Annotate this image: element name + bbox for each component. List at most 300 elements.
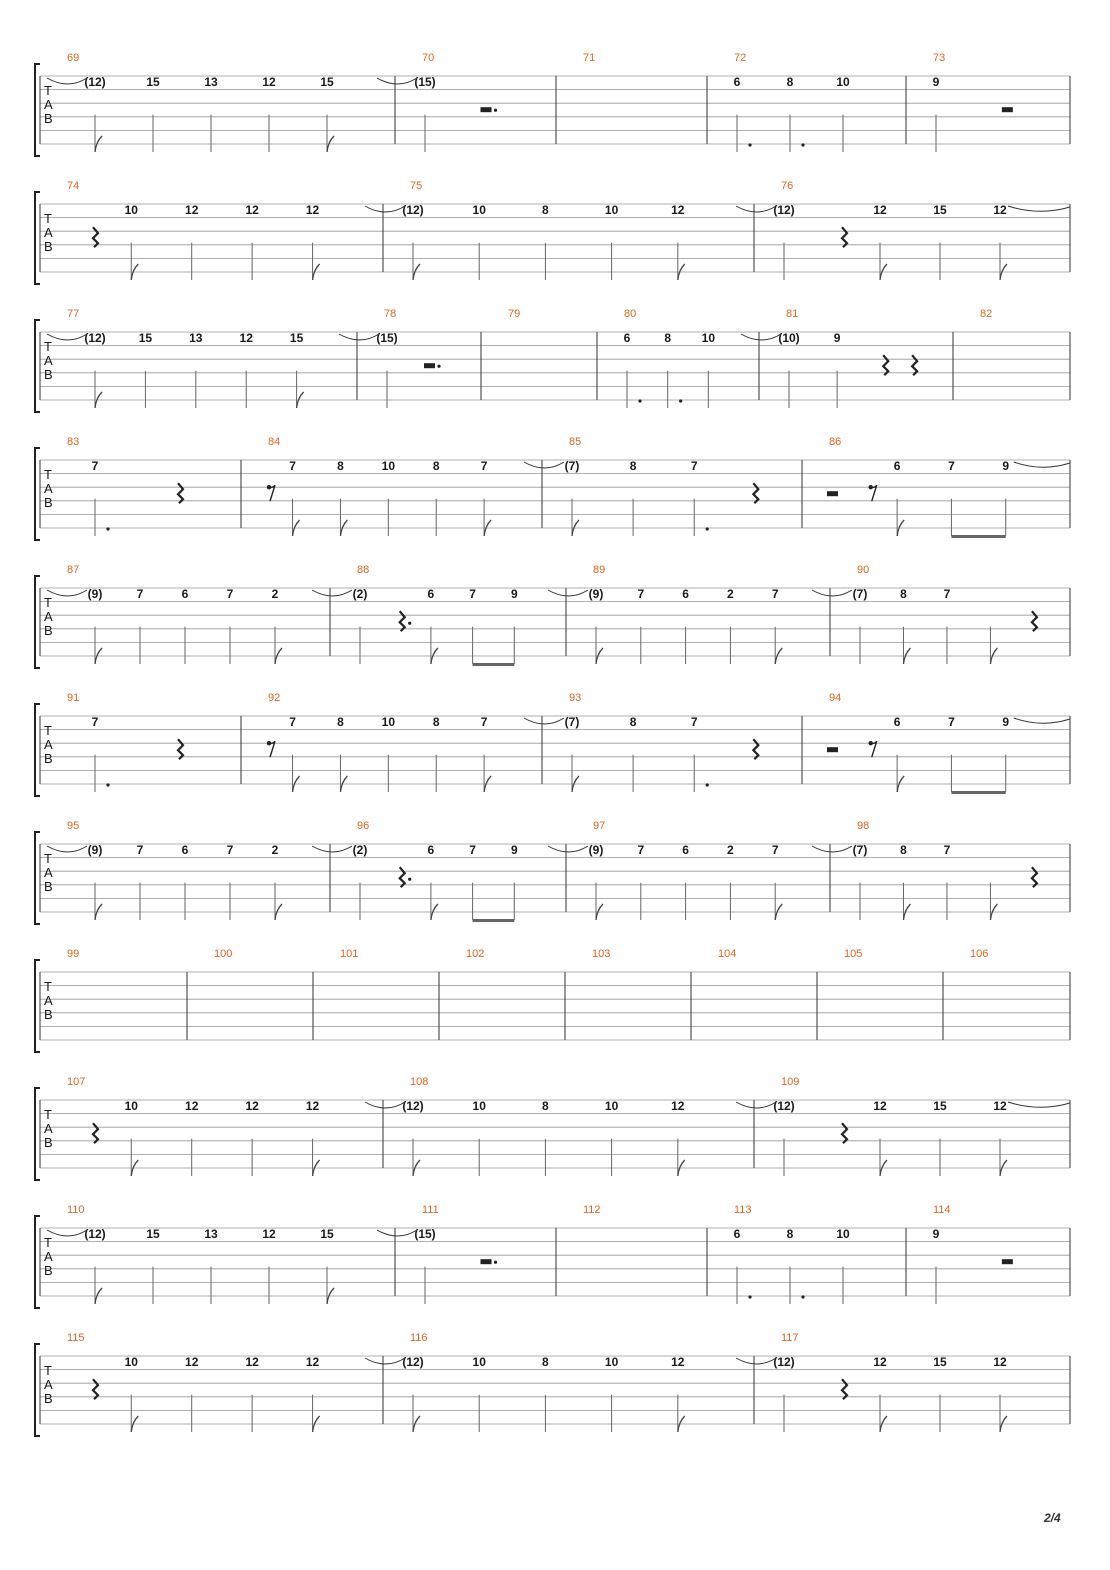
fret-number: (9) <box>588 586 604 601</box>
note <box>787 1227 805 1304</box>
tab-clef-letter: A <box>44 737 53 752</box>
measure-number: 103 <box>592 948 611 960</box>
note <box>182 587 189 664</box>
fret-number: 12 <box>185 1354 199 1369</box>
measure-number: 113 <box>734 1204 752 1216</box>
measure <box>933 1204 1070 1304</box>
note <box>702 331 716 408</box>
measure <box>524 692 802 792</box>
tab-clef-letter: B <box>44 1007 53 1022</box>
duration-dot <box>106 527 109 530</box>
measure-number: 109 <box>781 1076 800 1088</box>
fret-number: 10 <box>604 202 619 217</box>
fret-number: (12) <box>84 74 106 89</box>
measure-number: 78 <box>384 308 397 320</box>
note <box>469 843 476 920</box>
note <box>289 459 299 536</box>
fret-number: 7 <box>136 842 144 857</box>
note <box>245 203 259 280</box>
rest-quarter <box>753 483 758 503</box>
measure <box>548 564 830 664</box>
note <box>944 587 951 664</box>
note <box>812 587 867 664</box>
fret-number: 7 <box>948 714 955 729</box>
fret-number: (15) <box>376 330 398 345</box>
note <box>691 715 709 792</box>
measure-number: 74 <box>67 180 80 192</box>
note <box>473 203 487 280</box>
rest-half <box>827 747 838 752</box>
note <box>306 1099 320 1176</box>
measure-number: 69 <box>67 52 80 64</box>
measure <box>365 1076 754 1176</box>
measure-number: 86 <box>829 436 842 448</box>
note <box>671 203 685 280</box>
fret-number: 10 <box>472 1098 486 1113</box>
fret-number: 8 <box>432 714 440 729</box>
beam <box>473 919 515 922</box>
measure-number: 101 <box>340 948 359 960</box>
measure <box>741 308 953 408</box>
fret-number: (12) <box>773 202 795 217</box>
note <box>433 715 440 792</box>
fret-number: 6 <box>427 586 435 601</box>
note <box>339 331 398 408</box>
measure-number: 81 <box>786 308 799 320</box>
measure <box>339 308 481 408</box>
measure-number: 76 <box>781 180 794 192</box>
fret-number: (15) <box>414 74 436 89</box>
fret-number: (12) <box>84 1226 106 1241</box>
measure <box>40 180 383 280</box>
note <box>428 843 438 920</box>
measure-number: 117 <box>781 1332 799 1344</box>
fret-number: 9 <box>1002 458 1010 473</box>
fret-number: 7 <box>289 458 296 473</box>
measure-number: 77 <box>67 308 80 320</box>
fret-number: 15 <box>933 1354 947 1369</box>
note <box>245 1355 259 1432</box>
note <box>542 203 549 280</box>
note <box>873 1099 887 1176</box>
measure <box>40 1076 383 1176</box>
note <box>900 587 910 664</box>
note <box>542 1355 549 1432</box>
note <box>272 587 282 664</box>
fret-number: 6 <box>623 330 631 345</box>
rest-quarter <box>753 739 758 759</box>
note <box>290 331 304 408</box>
fret-number: 9 <box>932 74 940 89</box>
fret-number: 7 <box>91 714 99 729</box>
duration-dot <box>706 783 709 786</box>
system-bracket <box>35 192 40 284</box>
note <box>834 331 841 408</box>
measure-number: 96 <box>357 820 370 832</box>
measure-number: 71 <box>583 52 596 64</box>
tab-clef-letter: A <box>44 97 53 112</box>
note <box>873 203 887 280</box>
rest-quarter <box>178 483 183 503</box>
note <box>245 1099 259 1176</box>
fret-number: 12 <box>185 202 199 217</box>
measure <box>40 564 330 664</box>
tab-clef-letter: A <box>44 1121 53 1136</box>
measure-number: 88 <box>357 564 370 576</box>
tab-clef-letter: T <box>44 83 52 98</box>
rest-quarter <box>842 227 847 247</box>
fret-number: 12 <box>873 202 887 217</box>
measure-number: 84 <box>268 436 281 448</box>
note <box>637 843 644 920</box>
fret-number: 8 <box>900 842 907 857</box>
measure-number: 80 <box>624 308 637 320</box>
fret-number: (7) <box>852 586 868 601</box>
note <box>682 587 689 664</box>
fret-number: 7 <box>480 714 488 729</box>
duration-dot <box>638 399 641 402</box>
tab-clef-letter: B <box>44 1263 53 1278</box>
note <box>47 331 106 408</box>
measure-number: 75 <box>410 180 423 192</box>
tab-system <box>35 308 1070 412</box>
note <box>772 587 782 664</box>
system-bracket <box>35 960 40 1052</box>
note <box>993 1355 1007 1432</box>
rest-eighth <box>267 741 275 757</box>
note <box>873 1355 887 1432</box>
measure <box>933 52 1070 152</box>
measure-number: 106 <box>970 948 989 960</box>
note <box>1002 459 1009 536</box>
tie-arc <box>1014 462 1070 467</box>
duration-dot <box>801 143 804 146</box>
note <box>92 459 110 536</box>
note <box>691 459 709 536</box>
fret-number: 7 <box>943 842 951 857</box>
note <box>428 587 438 664</box>
note <box>337 715 347 792</box>
rest-quarter <box>93 227 98 247</box>
fret-number: 7 <box>91 458 99 473</box>
note <box>671 1099 685 1176</box>
rest-eighth <box>267 485 275 501</box>
note <box>944 843 951 920</box>
fret-number: (12) <box>402 1354 424 1369</box>
note <box>47 843 102 920</box>
note <box>524 715 579 792</box>
note <box>204 1227 218 1304</box>
fret-number: 6 <box>733 74 741 89</box>
tab-system <box>35 52 1070 156</box>
note <box>262 1227 276 1304</box>
fret-number: (2) <box>352 586 368 601</box>
fret-number: 7 <box>469 586 476 601</box>
measure <box>40 820 330 920</box>
measure-number: 110 <box>67 1204 85 1216</box>
note <box>382 459 396 536</box>
rest-half <box>1002 107 1013 112</box>
note <box>727 587 734 664</box>
measure-number: 98 <box>857 820 870 832</box>
tie-arc <box>548 590 588 596</box>
tab-clef-letter: A <box>44 1249 53 1264</box>
fret-number: 8 <box>786 74 794 89</box>
system-bracket <box>35 448 40 540</box>
fret-number: 10 <box>381 458 396 473</box>
note <box>671 1355 685 1432</box>
rest-quarter <box>1032 611 1037 631</box>
fret-number: (9) <box>87 586 103 601</box>
note <box>382 715 396 792</box>
measure-number: 107 <box>67 1076 86 1088</box>
measure <box>736 1332 1070 1432</box>
note <box>146 1227 160 1304</box>
rest-dhalf <box>481 1259 498 1264</box>
note <box>137 843 144 920</box>
tie-arc <box>524 462 564 468</box>
measure-number: 70 <box>422 52 435 64</box>
tie-arc <box>377 1230 417 1236</box>
fret-number: 8 <box>542 1354 549 1369</box>
note <box>548 587 603 664</box>
rest-dhalf <box>481 107 498 112</box>
system-bracket <box>35 320 40 412</box>
measure-number: 87 <box>67 564 80 576</box>
note <box>139 331 153 408</box>
fret-number: 10 <box>472 1354 486 1369</box>
fret-number: 9 <box>833 330 841 345</box>
fret-number: 6 <box>893 714 901 729</box>
tab-system <box>35 1332 1070 1436</box>
measure-number: 89 <box>593 564 606 576</box>
fret-number: (2) <box>352 842 368 857</box>
fret-number: 12 <box>993 202 1007 217</box>
fret-number: 12 <box>245 1354 259 1369</box>
note <box>664 331 682 408</box>
note <box>630 459 637 536</box>
tie-arc <box>365 206 405 212</box>
fret-number: 2 <box>271 842 279 857</box>
tab-system <box>35 1076 1070 1180</box>
fret-number: 7 <box>771 586 779 601</box>
measure <box>377 1204 556 1304</box>
fret-number: 12 <box>239 330 253 345</box>
note <box>741 331 800 408</box>
rest-quarter <box>842 1379 847 1399</box>
rest-half <box>827 491 838 496</box>
duration-dot <box>748 1295 751 1298</box>
fret-number: 12 <box>305 1354 320 1369</box>
fret-number: (12) <box>402 1098 424 1113</box>
fret-number: 6 <box>893 458 901 473</box>
rest-half <box>1002 1259 1013 1264</box>
fret-number: 6 <box>181 586 189 601</box>
tab-system <box>35 436 1070 540</box>
measure <box>524 436 802 536</box>
tab-system <box>35 564 1070 668</box>
note <box>469 587 476 664</box>
fret-number: 10 <box>381 714 396 729</box>
fret-number: 10 <box>836 1226 850 1241</box>
tab-clef-letter: T <box>44 1235 52 1250</box>
rest-eighth <box>869 741 877 757</box>
note <box>306 203 320 280</box>
measure-number: 91 <box>67 692 80 704</box>
duration-dot <box>801 1295 804 1298</box>
fret-number: 2 <box>727 842 734 857</box>
note <box>736 1099 795 1176</box>
note <box>990 883 997 920</box>
tab-clef-letter: B <box>44 623 53 638</box>
note <box>605 1099 619 1176</box>
note <box>312 843 367 920</box>
tab-clef-letter: T <box>44 467 52 482</box>
note <box>787 75 805 152</box>
fret-number: 7 <box>226 586 234 601</box>
note <box>185 1355 199 1432</box>
tab-clef-letter: T <box>44 1363 52 1378</box>
note <box>933 1099 947 1176</box>
fret-number: 8 <box>542 202 549 217</box>
fret-number: 7 <box>469 842 476 857</box>
tie-arc <box>548 846 588 852</box>
measure-number: 90 <box>857 564 870 576</box>
fret-number: 9 <box>510 842 518 857</box>
tie-arc <box>365 1358 405 1364</box>
tab-system <box>35 1204 1070 1308</box>
note <box>377 1227 436 1304</box>
fret-number: 10 <box>124 202 138 217</box>
tab-clef-letter: B <box>44 1391 53 1406</box>
fret-number: (7) <box>852 842 868 857</box>
measure-number: 72 <box>734 52 747 64</box>
measure <box>40 692 241 792</box>
measure <box>812 564 1070 664</box>
fret-number: 15 <box>933 202 947 217</box>
fret-number: 10 <box>124 1354 138 1369</box>
fret-number: 8 <box>542 1098 549 1113</box>
system-bracket <box>35 1344 40 1436</box>
fret-number: 13 <box>204 1226 218 1241</box>
tie-arc <box>312 846 352 852</box>
note <box>189 331 203 408</box>
measure <box>548 820 830 920</box>
fret-number: 12 <box>185 1098 199 1113</box>
fret-number: 7 <box>690 458 698 473</box>
rest-eighth <box>869 485 877 501</box>
rest-quarter <box>842 1123 847 1143</box>
tie-arc <box>365 1102 405 1108</box>
tie-arc <box>47 590 87 596</box>
note <box>948 459 955 536</box>
fret-number: 8 <box>337 714 344 729</box>
note <box>137 587 144 664</box>
rest-quarter <box>93 1123 98 1143</box>
system-bracket <box>35 64 40 156</box>
fret-number: 7 <box>289 714 296 729</box>
fret-number: 15 <box>138 330 153 345</box>
tie-arc <box>736 1358 776 1364</box>
note <box>511 587 518 664</box>
note <box>320 75 334 152</box>
measure-number: 116 <box>410 1332 428 1344</box>
tab-clef-letter: B <box>44 111 53 126</box>
note <box>92 715 110 792</box>
measure-number: 99 <box>67 948 80 960</box>
note <box>637 587 644 664</box>
rest-dquarter <box>400 867 412 887</box>
beam <box>473 663 515 666</box>
tab-clef-letter: A <box>44 225 53 240</box>
note <box>836 75 850 152</box>
fret-number: (12) <box>773 1098 795 1113</box>
measure <box>267 692 542 792</box>
tab-clef-letter: T <box>44 595 52 610</box>
measure <box>812 820 1070 920</box>
note <box>894 459 904 536</box>
fret-number: 6 <box>682 586 689 601</box>
fret-number: 12 <box>305 1098 320 1113</box>
measure <box>40 1204 395 1304</box>
fret-number: 12 <box>671 1354 685 1369</box>
measure-number: 92 <box>268 692 281 704</box>
fret-number: 7 <box>637 586 645 601</box>
measure <box>624 308 759 408</box>
note <box>473 1355 487 1432</box>
measure <box>734 1204 906 1304</box>
fret-number: (9) <box>87 842 103 857</box>
fret-number: 12 <box>245 1098 259 1113</box>
measure <box>734 52 906 152</box>
measure-number: 102 <box>466 948 485 960</box>
tie-arc <box>736 206 776 212</box>
fret-number: 12 <box>671 1098 685 1113</box>
tab-clef-letter: B <box>44 495 53 510</box>
fret-number: 8 <box>432 458 440 473</box>
measure <box>365 180 754 280</box>
duration-dot <box>706 527 709 530</box>
measure <box>377 52 556 152</box>
fret-number: (15) <box>414 1226 436 1241</box>
note <box>227 587 234 664</box>
note <box>736 203 795 280</box>
tie-arc <box>47 846 87 852</box>
fret-number: 15 <box>146 1226 160 1241</box>
rest-dquarter <box>400 611 412 631</box>
measure-number: 111 <box>422 1204 439 1216</box>
note <box>47 1227 106 1304</box>
tab-clef-letter: A <box>44 1377 53 1392</box>
tie-arc <box>339 334 379 340</box>
fret-number: 7 <box>637 842 645 857</box>
note <box>272 843 282 920</box>
tie-arc <box>524 718 564 724</box>
note <box>682 843 689 920</box>
note <box>433 459 440 536</box>
note <box>836 1227 850 1304</box>
fret-number: 2 <box>271 586 279 601</box>
fret-number: 15 <box>146 74 160 89</box>
fret-number: 8 <box>629 458 637 473</box>
rest-quarter <box>178 739 183 759</box>
fret-number: 8 <box>629 714 637 729</box>
fret-number: 15 <box>320 1226 334 1241</box>
duration-dot <box>106 783 109 786</box>
tab-clef-letter: A <box>44 993 53 1008</box>
rest-quarter <box>93 1379 98 1399</box>
fret-number: 12 <box>993 1354 1007 1369</box>
